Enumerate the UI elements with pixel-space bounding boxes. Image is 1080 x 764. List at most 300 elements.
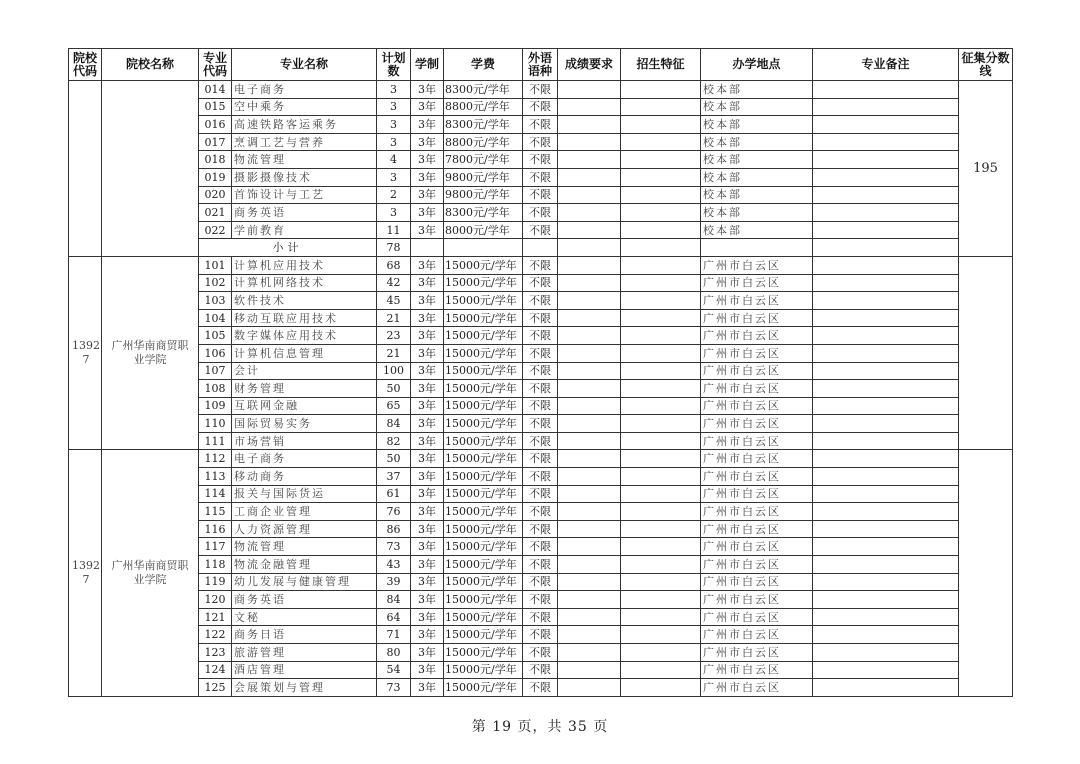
admission-feature bbox=[621, 503, 701, 521]
campus: 校本部 bbox=[701, 221, 813, 239]
tuition: 15000元/学年 bbox=[444, 626, 523, 644]
school-code: 13927 bbox=[72, 339, 100, 367]
plan-count: 2 bbox=[377, 186, 411, 204]
major-code: 109 bbox=[199, 397, 232, 415]
school-code-cell bbox=[69, 450, 102, 696]
campus: 广州市白云区 bbox=[701, 380, 813, 398]
language: 不限 bbox=[523, 204, 558, 222]
major-note bbox=[813, 362, 959, 380]
score-requirement bbox=[558, 503, 621, 521]
language: 不限 bbox=[523, 133, 558, 151]
admission-feature bbox=[621, 221, 701, 239]
plan-count: 71 bbox=[377, 626, 411, 644]
empty-cell bbox=[701, 239, 813, 257]
major-code: 110 bbox=[199, 415, 232, 433]
table-header-row bbox=[69, 49, 1013, 81]
language: 不限 bbox=[523, 573, 558, 591]
duration: 3年 bbox=[411, 274, 444, 292]
admission-feature bbox=[621, 415, 701, 433]
tuition: 15000元/学年 bbox=[444, 362, 523, 380]
score-requirement bbox=[558, 98, 621, 116]
score-requirement bbox=[558, 432, 621, 450]
subtotal-row bbox=[69, 239, 1013, 257]
plan-count: 65 bbox=[377, 397, 411, 415]
campus: 广州市白云区 bbox=[701, 274, 813, 292]
major-code: 020 bbox=[199, 186, 232, 204]
major-name: 移动商务 bbox=[232, 468, 377, 486]
duration: 3年 bbox=[411, 186, 444, 204]
score-requirement bbox=[558, 608, 621, 626]
score-requirement bbox=[558, 591, 621, 609]
major-name: 国际贸易实务 bbox=[232, 415, 377, 433]
admission-feature bbox=[621, 204, 701, 222]
major-name: 会计 bbox=[232, 362, 377, 380]
duration: 3年 bbox=[411, 520, 444, 538]
tuition: 8800元/学年 bbox=[444, 133, 523, 151]
admission-feature bbox=[621, 626, 701, 644]
language: 不限 bbox=[523, 415, 558, 433]
major-code: 105 bbox=[199, 327, 232, 345]
campus: 校本部 bbox=[701, 204, 813, 222]
major-name: 计算机应用技术 bbox=[232, 256, 377, 274]
tuition: 15000元/学年 bbox=[444, 661, 523, 679]
major-name: 文秘 bbox=[232, 608, 377, 626]
major-note bbox=[813, 608, 959, 626]
major-name: 物流金融管理 bbox=[232, 556, 377, 574]
cutoff-score bbox=[959, 256, 1013, 450]
header-major-note: 专业备注 bbox=[813, 49, 959, 81]
language: 不限 bbox=[523, 591, 558, 609]
table-row bbox=[69, 380, 1013, 398]
language: 不限 bbox=[523, 151, 558, 169]
admission-feature bbox=[621, 485, 701, 503]
score-requirement bbox=[558, 327, 621, 345]
score-requirement bbox=[558, 151, 621, 169]
score-requirement bbox=[558, 344, 621, 362]
admission-feature bbox=[621, 151, 701, 169]
score-requirement bbox=[558, 626, 621, 644]
plan-count: 100 bbox=[377, 362, 411, 380]
admission-feature bbox=[621, 450, 701, 468]
plan-count: 3 bbox=[377, 168, 411, 186]
duration: 3年 bbox=[411, 168, 444, 186]
major-code: 015 bbox=[199, 98, 232, 116]
plan-count: 82 bbox=[377, 432, 411, 450]
language: 不限 bbox=[523, 327, 558, 345]
plan-count: 3 bbox=[377, 98, 411, 116]
major-note bbox=[813, 485, 959, 503]
score-requirement bbox=[558, 679, 621, 697]
campus: 广州市白云区 bbox=[701, 538, 813, 556]
subtotal-label: 小计 bbox=[199, 239, 377, 257]
major-code: 017 bbox=[199, 133, 232, 151]
major-name: 数字媒体应用技术 bbox=[232, 327, 377, 345]
major-code: 104 bbox=[199, 309, 232, 327]
major-note bbox=[813, 151, 959, 169]
table-row bbox=[69, 415, 1013, 433]
tuition: 15000元/学年 bbox=[444, 344, 523, 362]
plan-count: 23 bbox=[377, 327, 411, 345]
major-code: 122 bbox=[199, 626, 232, 644]
major-note bbox=[813, 573, 959, 591]
major-name: 摄影摄像技术 bbox=[232, 168, 377, 186]
tuition: 15000元/学年 bbox=[444, 397, 523, 415]
language: 不限 bbox=[523, 98, 558, 116]
plan-count: 73 bbox=[377, 538, 411, 556]
tuition: 15000元/学年 bbox=[444, 327, 523, 345]
empty-cell bbox=[558, 239, 621, 257]
major-name: 酒店管理 bbox=[232, 661, 377, 679]
score-requirement bbox=[558, 204, 621, 222]
language: 不限 bbox=[523, 221, 558, 239]
language: 不限 bbox=[523, 274, 558, 292]
plan-count: 68 bbox=[377, 256, 411, 274]
empty-cell bbox=[621, 239, 701, 257]
table-row bbox=[69, 204, 1013, 222]
score-requirement bbox=[558, 186, 621, 204]
admission-feature bbox=[621, 292, 701, 310]
plan-count: 86 bbox=[377, 520, 411, 538]
major-note bbox=[813, 591, 959, 609]
campus: 校本部 bbox=[701, 81, 813, 99]
duration: 3年 bbox=[411, 256, 444, 274]
tuition: 15000元/学年 bbox=[444, 520, 523, 538]
table-row bbox=[69, 520, 1013, 538]
score-requirement bbox=[558, 221, 621, 239]
admission-feature bbox=[621, 520, 701, 538]
language: 不限 bbox=[523, 168, 558, 186]
admission-feature bbox=[621, 133, 701, 151]
duration: 3年 bbox=[411, 626, 444, 644]
score-requirement bbox=[558, 81, 621, 99]
campus: 校本部 bbox=[701, 151, 813, 169]
major-name: 幼儿发展与健康管理 bbox=[232, 573, 377, 591]
plan-count: 37 bbox=[377, 468, 411, 486]
table-row bbox=[69, 503, 1013, 521]
tuition: 7800元/学年 bbox=[444, 151, 523, 169]
duration: 3年 bbox=[411, 661, 444, 679]
major-note bbox=[813, 292, 959, 310]
table-row bbox=[69, 661, 1013, 679]
header-language: 外语语种 bbox=[523, 49, 558, 81]
major-code: 106 bbox=[199, 344, 232, 362]
language: 不限 bbox=[523, 450, 558, 468]
tuition: 15000元/学年 bbox=[444, 679, 523, 697]
tuition: 8300元/学年 bbox=[444, 116, 523, 134]
language: 不限 bbox=[523, 397, 558, 415]
language: 不限 bbox=[523, 538, 558, 556]
duration: 3年 bbox=[411, 556, 444, 574]
major-code: 112 bbox=[199, 450, 232, 468]
score-requirement bbox=[558, 397, 621, 415]
campus: 广州市白云区 bbox=[701, 344, 813, 362]
plan-count: 73 bbox=[377, 679, 411, 697]
major-name: 计算机信息管理 bbox=[232, 344, 377, 362]
duration: 3年 bbox=[411, 644, 444, 662]
campus: 广州市白云区 bbox=[701, 256, 813, 274]
campus: 校本部 bbox=[701, 116, 813, 134]
major-code: 119 bbox=[199, 573, 232, 591]
major-code: 114 bbox=[199, 485, 232, 503]
language: 不限 bbox=[523, 661, 558, 679]
score-requirement bbox=[558, 292, 621, 310]
language: 不限 bbox=[523, 679, 558, 697]
admission-feature bbox=[621, 556, 701, 574]
major-code: 117 bbox=[199, 538, 232, 556]
score-requirement bbox=[558, 644, 621, 662]
school-name: 广州华南商贸职业学院 bbox=[102, 450, 199, 696]
major-note bbox=[813, 415, 959, 433]
tuition: 15000元/学年 bbox=[444, 538, 523, 556]
admission-feature bbox=[621, 81, 701, 99]
plan-count: 3 bbox=[377, 116, 411, 134]
language: 不限 bbox=[523, 608, 558, 626]
major-code: 021 bbox=[199, 204, 232, 222]
score-requirement bbox=[558, 485, 621, 503]
language: 不限 bbox=[523, 81, 558, 99]
table-row bbox=[69, 626, 1013, 644]
plan-count: 11 bbox=[377, 221, 411, 239]
major-name: 报关与国际货运 bbox=[232, 485, 377, 503]
header-school-name: 院校名称 bbox=[102, 49, 199, 81]
header-major-code: 专业代码 bbox=[199, 49, 232, 81]
header-school-code: 院校代码 bbox=[69, 49, 102, 81]
major-code: 125 bbox=[199, 679, 232, 697]
tuition: 15000元/学年 bbox=[444, 432, 523, 450]
campus: 广州市白云区 bbox=[701, 309, 813, 327]
table-row bbox=[69, 133, 1013, 151]
school-code-cell bbox=[69, 81, 102, 257]
tuition: 15000元/学年 bbox=[444, 450, 523, 468]
major-note bbox=[813, 661, 959, 679]
major-note bbox=[813, 327, 959, 345]
campus: 校本部 bbox=[701, 168, 813, 186]
major-code: 123 bbox=[199, 644, 232, 662]
language: 不限 bbox=[523, 432, 558, 450]
campus: 广州市白云区 bbox=[701, 661, 813, 679]
table-row bbox=[69, 644, 1013, 662]
major-note bbox=[813, 380, 959, 398]
score-requirement bbox=[558, 573, 621, 591]
major-name: 软件技术 bbox=[232, 292, 377, 310]
tuition: 8800元/学年 bbox=[444, 98, 523, 116]
tuition: 9800元/学年 bbox=[444, 186, 523, 204]
campus: 广州市白云区 bbox=[701, 556, 813, 574]
table-row bbox=[69, 186, 1013, 204]
language: 不限 bbox=[523, 116, 558, 134]
header-campus: 办学地点 bbox=[701, 49, 813, 81]
language: 不限 bbox=[523, 186, 558, 204]
school-name: 广州华南商贸职业学院 bbox=[102, 256, 199, 450]
major-note bbox=[813, 626, 959, 644]
major-note bbox=[813, 432, 959, 450]
major-note bbox=[813, 309, 959, 327]
major-note bbox=[813, 221, 959, 239]
duration: 3年 bbox=[411, 98, 444, 116]
score-requirement bbox=[558, 538, 621, 556]
campus: 广州市白云区 bbox=[701, 292, 813, 310]
major-code: 107 bbox=[199, 362, 232, 380]
campus: 广州市白云区 bbox=[701, 362, 813, 380]
major-name: 电子商务 bbox=[232, 81, 377, 99]
major-name: 财务管理 bbox=[232, 380, 377, 398]
campus: 广州市白云区 bbox=[701, 644, 813, 662]
major-note bbox=[813, 186, 959, 204]
score-requirement bbox=[558, 116, 621, 134]
campus: 广州市白云区 bbox=[701, 327, 813, 345]
duration: 3年 bbox=[411, 221, 444, 239]
header-score-requirement: 成绩要求 bbox=[558, 49, 621, 81]
language: 不限 bbox=[523, 362, 558, 380]
campus: 广州市白云区 bbox=[701, 503, 813, 521]
page-number: 第 19 页，共 35 页 bbox=[471, 719, 609, 735]
empty-cell bbox=[411, 239, 444, 257]
language: 不限 bbox=[523, 644, 558, 662]
major-note bbox=[813, 468, 959, 486]
table-row bbox=[69, 309, 1013, 327]
duration: 3年 bbox=[411, 468, 444, 486]
major-note bbox=[813, 133, 959, 151]
major-code: 019 bbox=[199, 168, 232, 186]
subtotal-value: 78 bbox=[377, 239, 411, 257]
language: 不限 bbox=[523, 468, 558, 486]
language: 不限 bbox=[523, 626, 558, 644]
plan-count: 45 bbox=[377, 292, 411, 310]
major-name: 首饰设计与工艺 bbox=[232, 186, 377, 204]
tuition: 8000元/学年 bbox=[444, 221, 523, 239]
table-row bbox=[69, 81, 1013, 99]
duration: 3年 bbox=[411, 81, 444, 99]
major-code: 120 bbox=[199, 591, 232, 609]
score-requirement bbox=[558, 309, 621, 327]
school-name bbox=[102, 81, 199, 257]
duration: 3年 bbox=[411, 591, 444, 609]
major-note bbox=[813, 344, 959, 362]
major-code: 016 bbox=[199, 116, 232, 134]
admission-feature bbox=[621, 432, 701, 450]
score-requirement bbox=[558, 380, 621, 398]
major-note bbox=[813, 679, 959, 697]
tuition: 15000元/学年 bbox=[444, 644, 523, 662]
major-name: 移动互联应用技术 bbox=[232, 309, 377, 327]
duration: 3年 bbox=[411, 415, 444, 433]
major-note bbox=[813, 397, 959, 415]
header-plan-count: 计划数 bbox=[377, 49, 411, 81]
major-note bbox=[813, 98, 959, 116]
score-requirement bbox=[558, 450, 621, 468]
plan-count: 42 bbox=[377, 274, 411, 292]
major-code: 124 bbox=[199, 661, 232, 679]
plan-count: 84 bbox=[377, 591, 411, 609]
plan-count: 84 bbox=[377, 415, 411, 433]
tuition: 9800元/学年 bbox=[444, 168, 523, 186]
major-name: 工商企业管理 bbox=[232, 503, 377, 521]
score-requirement bbox=[558, 468, 621, 486]
tuition: 15000元/学年 bbox=[444, 485, 523, 503]
major-name: 旅游管理 bbox=[232, 644, 377, 662]
duration: 3年 bbox=[411, 503, 444, 521]
school-code: 13927 bbox=[72, 559, 100, 587]
major-code: 022 bbox=[199, 221, 232, 239]
admission-feature bbox=[621, 274, 701, 292]
tuition: 15000元/学年 bbox=[444, 292, 523, 310]
major-note bbox=[813, 274, 959, 292]
plan-count: 76 bbox=[377, 503, 411, 521]
plan-count: 3 bbox=[377, 133, 411, 151]
language: 不限 bbox=[523, 503, 558, 521]
tuition: 15000元/学年 bbox=[444, 256, 523, 274]
plan-count: 61 bbox=[377, 485, 411, 503]
language: 不限 bbox=[523, 380, 558, 398]
admission-feature bbox=[621, 116, 701, 134]
cutoff-score bbox=[959, 450, 1013, 696]
table-row bbox=[69, 168, 1013, 186]
major-name: 高速铁路客运乘务 bbox=[232, 116, 377, 134]
table-row bbox=[69, 468, 1013, 486]
major-code: 102 bbox=[199, 274, 232, 292]
plan-count: 43 bbox=[377, 556, 411, 574]
header-admission-feature: 招生特征 bbox=[621, 49, 701, 81]
major-name: 学前教育 bbox=[232, 221, 377, 239]
table-row bbox=[69, 98, 1013, 116]
major-name: 商务英语 bbox=[232, 591, 377, 609]
major-note bbox=[813, 116, 959, 134]
language: 不限 bbox=[523, 556, 558, 574]
tuition: 15000元/学年 bbox=[444, 591, 523, 609]
duration: 3年 bbox=[411, 309, 444, 327]
major-code: 101 bbox=[199, 256, 232, 274]
admission-feature bbox=[621, 608, 701, 626]
tuition: 15000元/学年 bbox=[444, 468, 523, 486]
campus: 广州市白云区 bbox=[701, 608, 813, 626]
table-row bbox=[69, 573, 1013, 591]
empty-cell bbox=[444, 239, 523, 257]
campus: 广州市白云区 bbox=[701, 432, 813, 450]
major-name: 空中乘务 bbox=[232, 98, 377, 116]
enrollment-table bbox=[68, 48, 1013, 697]
plan-count: 54 bbox=[377, 661, 411, 679]
table-row bbox=[69, 591, 1013, 609]
admission-feature bbox=[621, 380, 701, 398]
table-row bbox=[69, 256, 1013, 274]
major-name: 会展策划与管理 bbox=[232, 679, 377, 697]
plan-count: 21 bbox=[377, 344, 411, 362]
major-code: 014 bbox=[199, 81, 232, 99]
major-note bbox=[813, 81, 959, 99]
tuition: 15000元/学年 bbox=[444, 573, 523, 591]
table-row bbox=[69, 292, 1013, 310]
table-row bbox=[69, 151, 1013, 169]
duration: 3年 bbox=[411, 538, 444, 556]
admission-feature bbox=[621, 573, 701, 591]
duration: 3年 bbox=[411, 485, 444, 503]
score-requirement bbox=[558, 415, 621, 433]
table-row bbox=[69, 538, 1013, 556]
table-row bbox=[69, 362, 1013, 380]
campus: 广州市白云区 bbox=[701, 450, 813, 468]
duration: 3年 bbox=[411, 151, 444, 169]
empty-cell bbox=[523, 239, 558, 257]
score-requirement bbox=[558, 520, 621, 538]
major-name: 计算机网络技术 bbox=[232, 274, 377, 292]
plan-count: 21 bbox=[377, 309, 411, 327]
header-tuition: 学费 bbox=[444, 49, 523, 81]
major-code: 103 bbox=[199, 292, 232, 310]
admission-feature bbox=[621, 538, 701, 556]
empty-cell bbox=[813, 239, 959, 257]
major-code: 018 bbox=[199, 151, 232, 169]
major-code: 118 bbox=[199, 556, 232, 574]
